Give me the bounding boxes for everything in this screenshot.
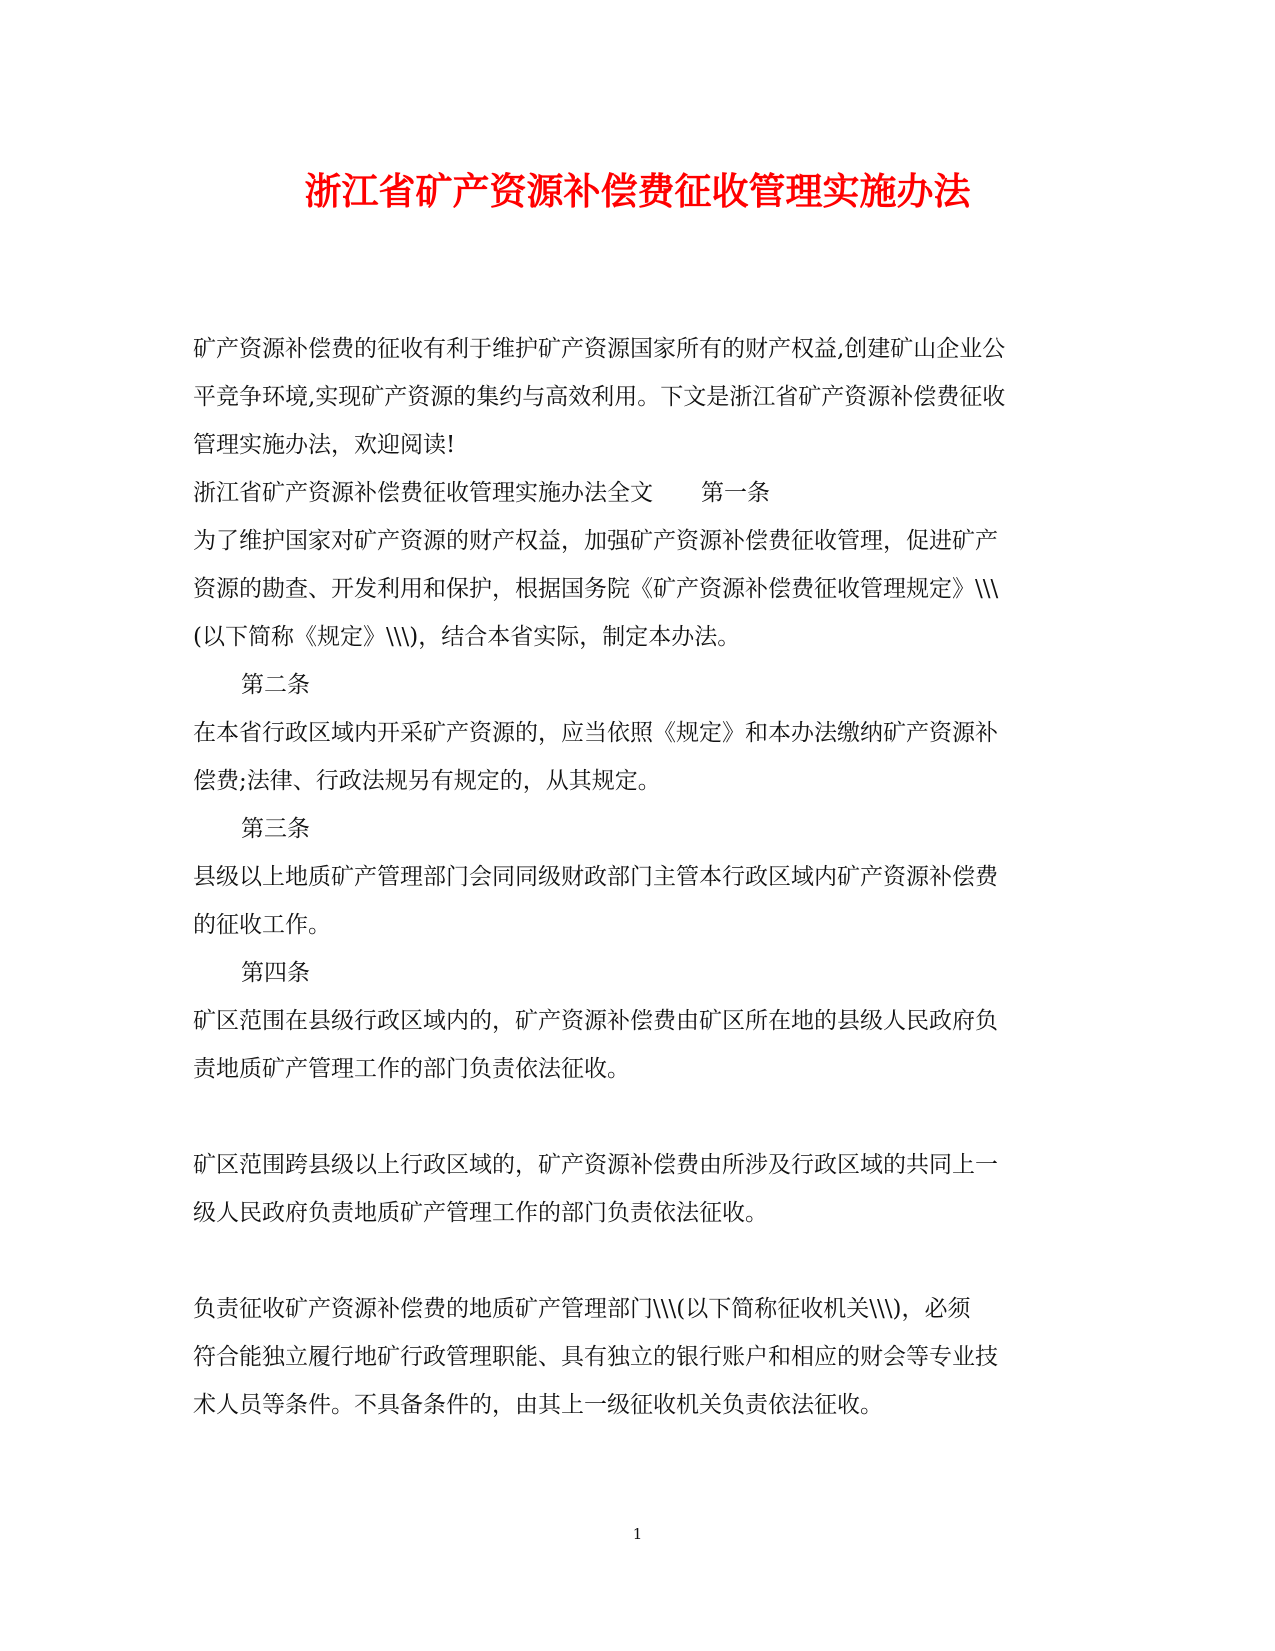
paragraph-spacer: [193, 1237, 1073, 1285]
article-4-text: 符合能独立履行地矿行政管理职能、具有独立的银行账户和相应的财会等专业技: [193, 1344, 998, 1370]
intro-line: 矿产资源补偿费的征收有利于维护矿产资源国家所有的财产权益,创建矿山企业公: [193, 336, 1006, 362]
article-3-text: 的征收工作。: [193, 912, 331, 938]
paragraph-spacer: [193, 1093, 1073, 1141]
article-4-text: 矿区范围在县级行政区域内的，矿产资源补偿费由矿区所在地的县级人民政府负: [193, 1008, 998, 1034]
article-1-heading: 第一条: [701, 480, 770, 506]
article-4-text: 矿区范围跨县级以上行政区域的，矿产资源补偿费由所涉及行政区域的共同上一: [193, 1152, 998, 1178]
article-4-text: 术人员等条件。不具备条件的，由其上一级征收机关负责依法征收。: [193, 1392, 883, 1418]
article-2-text: 偿费;法律、行政法规另有规定的，从其规定。: [193, 768, 661, 794]
intro-line: 管理实施办法，欢迎阅读!: [193, 432, 456, 458]
fulltext-heading: 浙江省矿产资源补偿费征收管理实施办法全文: [193, 480, 653, 506]
article-4-text: 级人民政府负责地质矿产管理工作的部门负责依法征收。: [193, 1200, 768, 1226]
article-4-heading: 第四条: [241, 960, 310, 986]
document-body: [193, 325, 1073, 1429]
article-2-heading: 第二条: [241, 672, 310, 698]
article-4-text: 责地质矿产管理工作的部门负责依法征收。: [193, 1056, 630, 1082]
fulltext-heading-line: [193, 469, 1073, 517]
article-2-text: 在本省行政区域内开采矿产资源的，应当依照《规定》和本办法缴纳矿产资源补: [193, 720, 998, 746]
article-1-text: (以下简称《规定》\\\)，结合本省实际，制定本办法。: [193, 624, 741, 650]
article-4-text: 负责征收矿产资源补偿费的地质矿产管理部门\\\(以下简称征收机关\\\)，必须: [193, 1296, 971, 1322]
page-number: 1: [632, 1525, 643, 1543]
article-1-text: 为了维护国家对矿产资源的财产权益，加强矿产资源补偿费征收管理，促进矿产: [193, 528, 998, 554]
article-3-heading: 第三条: [241, 816, 310, 842]
document-title: 浙江省矿产资源补偿费征收管理实施办法: [304, 169, 971, 213]
article-3-text: 县级以上地质矿产管理部门会同同级财政部门主管本行政区域内矿产资源补偿费: [193, 864, 998, 890]
intro-line: 平竞争环境,实现矿产资源的集约与高效利用。下文是浙江省矿产资源补偿费征收: [193, 384, 1006, 410]
article-1-text: 资源的勘查、开发利用和保护，根据国务院《矿产资源补偿费征收管理规定》\\\: [193, 576, 999, 602]
